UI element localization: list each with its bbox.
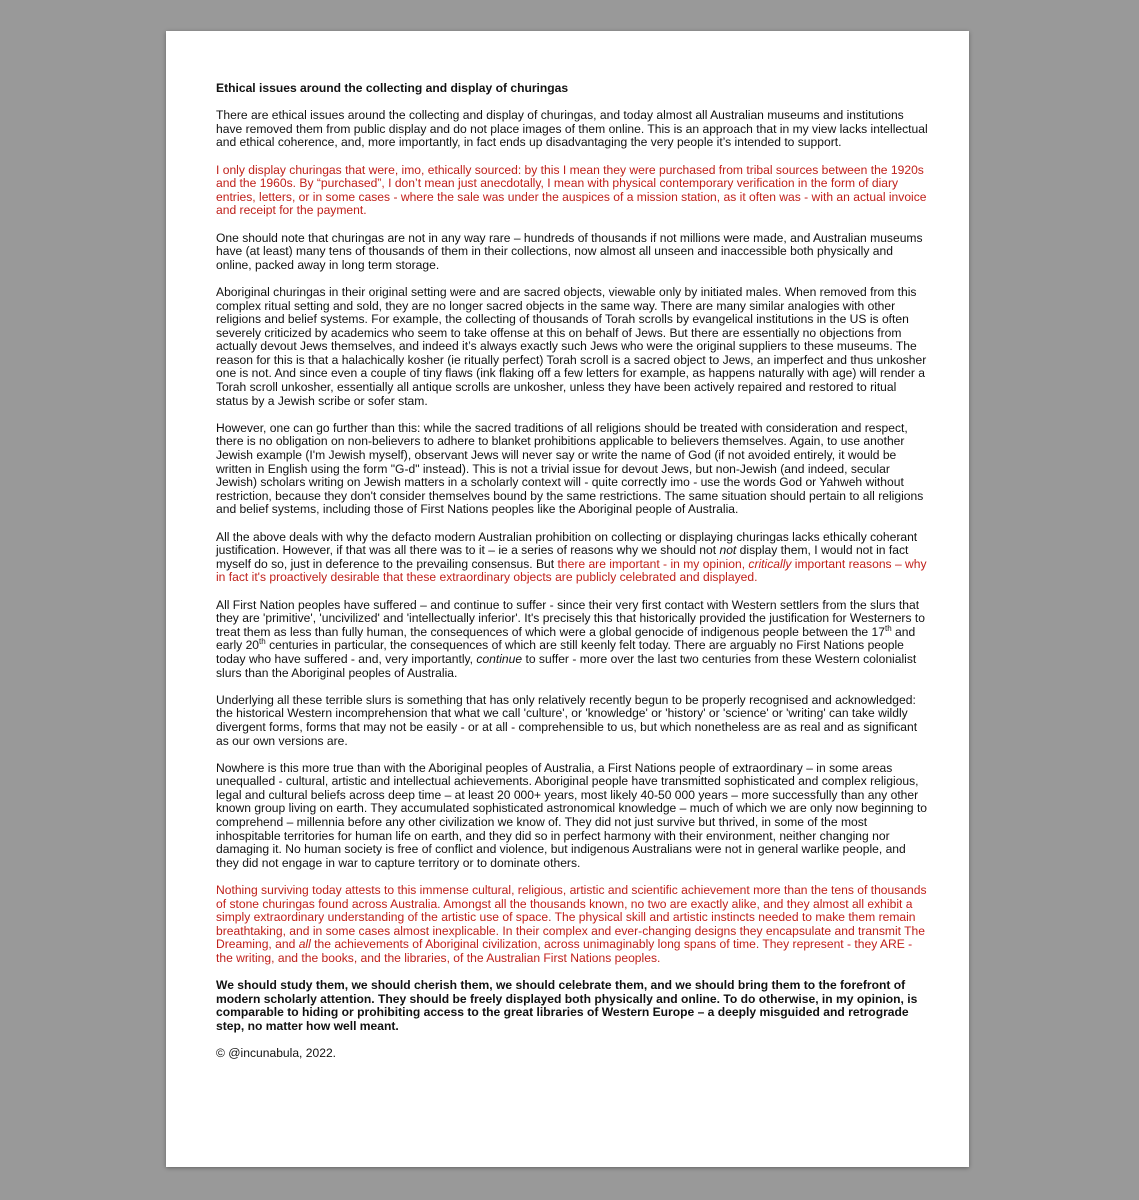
text-span: the achievements of Aboriginal civilization, across unimaginably long spans of time. They represent - they ARE - the writing, and the books, and the libraries, of the Australian First Nations peoples. — [216, 937, 913, 965]
paragraph-prohibition — [216, 531, 928, 585]
paragraph-sacred-objects: Aboriginal churingas in their original setting were and are sacred objects, viewable only by initiated males. When removed from this complex ritual setting and sold, they are no longer sacred objects in the same way. There are many similar analogies with other religions and belief systems. For example, the collecting of thousands of Torah scrolls by evangelical institutions in the US is often severely criticized by academics who seem to take offense at this on behalf of Jews. But there are essentially no objections from actually devout Jews themselves, and indeed it’s always exactly such Jews who were the original suppliers to these museums. The reason for this is that a halachically kosher (ie ritually perfect) Torah scroll is a sacred object to Jews, an imperfect and thus unkosher one is not. And since even a couple of tiny flaws (ink flaking off a few letters for example, as happens naturally with age) will render a Torah scroll unkosher, essentially all antique scrolls are unkosher, unless they have been actively repaired and restored to ritual status by a Jewish scribe or sofer stam. — [216, 284, 927, 408]
text-span: All the above deals with why the defacto modern Australian prohibition on collecting or displaying churingas lacks ethically coherant justification. However, if that was all there was to it – ie a series of reasons why we should not — [216, 529, 918, 558]
paragraph-conclusion: We should study them, we should cherish them, we should celebrate them, and we should bring them to the forefront of modern scholarly attention. They should be freely displayed both physically and online. To do otherwise, in my opinion, is comparable to hiding or prohibiting access to the great libraries of Western Europe – a deeply misguided and retrograde step, no matter how well meant. — [216, 978, 918, 1033]
text-span: and early 20 — [216, 624, 916, 653]
footer-text: @incunabula, 2022. — [224, 1046, 337, 1061]
document-page — [166, 31, 969, 1167]
text-span: All First Nation peoples have suffered – and continue to suffer - since their very first contact with Western settlers from the slurs that they are 'primitive', 'uncivilized' and 'intellectually inferior'. It's precisely this that historically provided the justification for Westerners to treat them as less than fully human, the consequences of which were a global genocide of indigenous people between the 17 — [216, 597, 925, 639]
highlight-red: important reasons – why in fact it's proactively desirable that these extraordinary objects are publicly celebrated and displayed. — [216, 556, 927, 585]
paragraph-non-believers: However, one can go further than this: while the sacred traditions of all religions should be treated with consideration and respect, there is no obligation on non-believers to adhere to blanket prohibitions applicable to believers themselves. Again, to use another Jewish example (I'm Jewish myself), observant Jews will never say or write the name of God (if not avoided entirely, it would be written in English using the form "G-d" instead). This is not a trivial issue for devout Jews, but non-Jewish (and indeed, secular Jewish) scholars writing on Jewish matters in a scholarly context will - quite correctly imo - use the words God or Yahweh without restriction, because they don't consider themselves bound by the same restrictions. The same situation should pertain to all religions and belief systems, including those of First Nations peoples like the Aboriginal people of Australia. — [216, 420, 924, 517]
document-title: Ethical issues around the collecting and display of churingas — [216, 81, 569, 95]
paragraph-churingas-stone — [216, 884, 928, 966]
emphasis-continue: continue — [476, 651, 523, 666]
footer-copyright — [216, 1047, 928, 1061]
superscript: th — [884, 623, 892, 633]
text-span: to suffer - more over the last two centuries from these Western colonialist slurs than the Aboriginal peoples of Australia. — [216, 651, 917, 680]
paragraph-sourcing: I only display churingas that were, imo, ethically sourced: by this I mean they were purchased from tribal sources between the 1920s and the 1960s. By “purchased”, I don’t mean just anecdotally, I mean with physical contemporary verification in the form of diary entries, letters, or in some cases - where the sale was under the auspices of a mission station, as it often was - with an actual invoice and receipt for the payment. — [216, 162, 927, 218]
text-span: centuries in particular, the consequences of which are still keenly felt today. There are arguably no First Nations people today who have suffered - and, very importantly, — [216, 638, 904, 666]
paragraph-slurs: Underlying all these terrible slurs is something that has only relatively recently begun to be properly recognised and acknowledged: the historical Western incomprehension that what we call 'culture', or 'knowledge' or 'history' or 'science' or 'writing' can take wildly divergent forms, forms that may not be easily - or at all - comprehensible to us, but which nonetheless are as real and as significant as our own versions are. — [216, 692, 918, 748]
paragraph-intro: There are ethical issues around the collecting and display of churingas, and today almost all Australian museums and institutions have removed them from public display and do not place images of them online. This is an approach that in my view lacks intellectual and ethical coherence, and, more importantly, in fact ends up disadvantaging the very people it’s intended to support. — [216, 108, 928, 150]
paragraph-first-nations — [216, 599, 928, 681]
highlight-red: there are important - in my opinion, — [557, 556, 749, 571]
emphasis-critically: critically — [748, 556, 792, 571]
text-span: Nothing surviving today attests to this immense cultural, religious, artistic and scientific achievement more than the tens of thousands of stone churingas found across Australia. Amongst all the thousands known, no two are exactly alike, and they almost all exhibit a simply extraordinary understanding of the artistic use of space. The physical skill and artistic instincts needed to make them remain breathtaking, and in some cases almost inexplicable. In their complex and ever-changing designs they encapsulate and transmit The Dreaming, and — [216, 883, 927, 952]
copyright-icon: © — [216, 1046, 225, 1061]
emphasis-not: not — [719, 543, 737, 558]
emphasis-all: all — [298, 937, 311, 952]
paragraph-achievements: Nowhere is this more true than with the Aboriginal peoples of Australia, a First Nations people of extraordinary – in some areas unequalled - cultural, artistic and intellectual achievements. Aboriginal people have transmitted sophisticated and complex religious, legal and cultural beliefs across deep time – at least 20 000+ years, most likely 40-50 000 years – more successfully than any other known group living on earth. They accumulated sophisticated astronomical knowledge – much of which we are only now beginning to comprehend – millennia before any other civilization we know of. They did not just survive but thrived, in some of the most inhospitable territories for human life on earth, and they did so in perfect harmony with their environment, neither changing nor damaging it. No human society is free of conflict and violence, but indigenous Australians were not in general warlike people, and they did not engage in war to capture territory or to dominate others. — [216, 760, 928, 870]
superscript: th — [259, 637, 266, 647]
document-body — [216, 82, 928, 1074]
text-span: display them, I would not in fact myself do so, just in deference to the prevailing consensus. But — [216, 543, 909, 571]
paragraph-rarity: One should note that churingas are not in any way rare – hundreds of thousands if not millions were made, and Australian museums have (at least) many tens of thousands of them in their collections, now almost all unseen and inaccessible both physically and online, packed away in long term storage. — [216, 230, 923, 272]
